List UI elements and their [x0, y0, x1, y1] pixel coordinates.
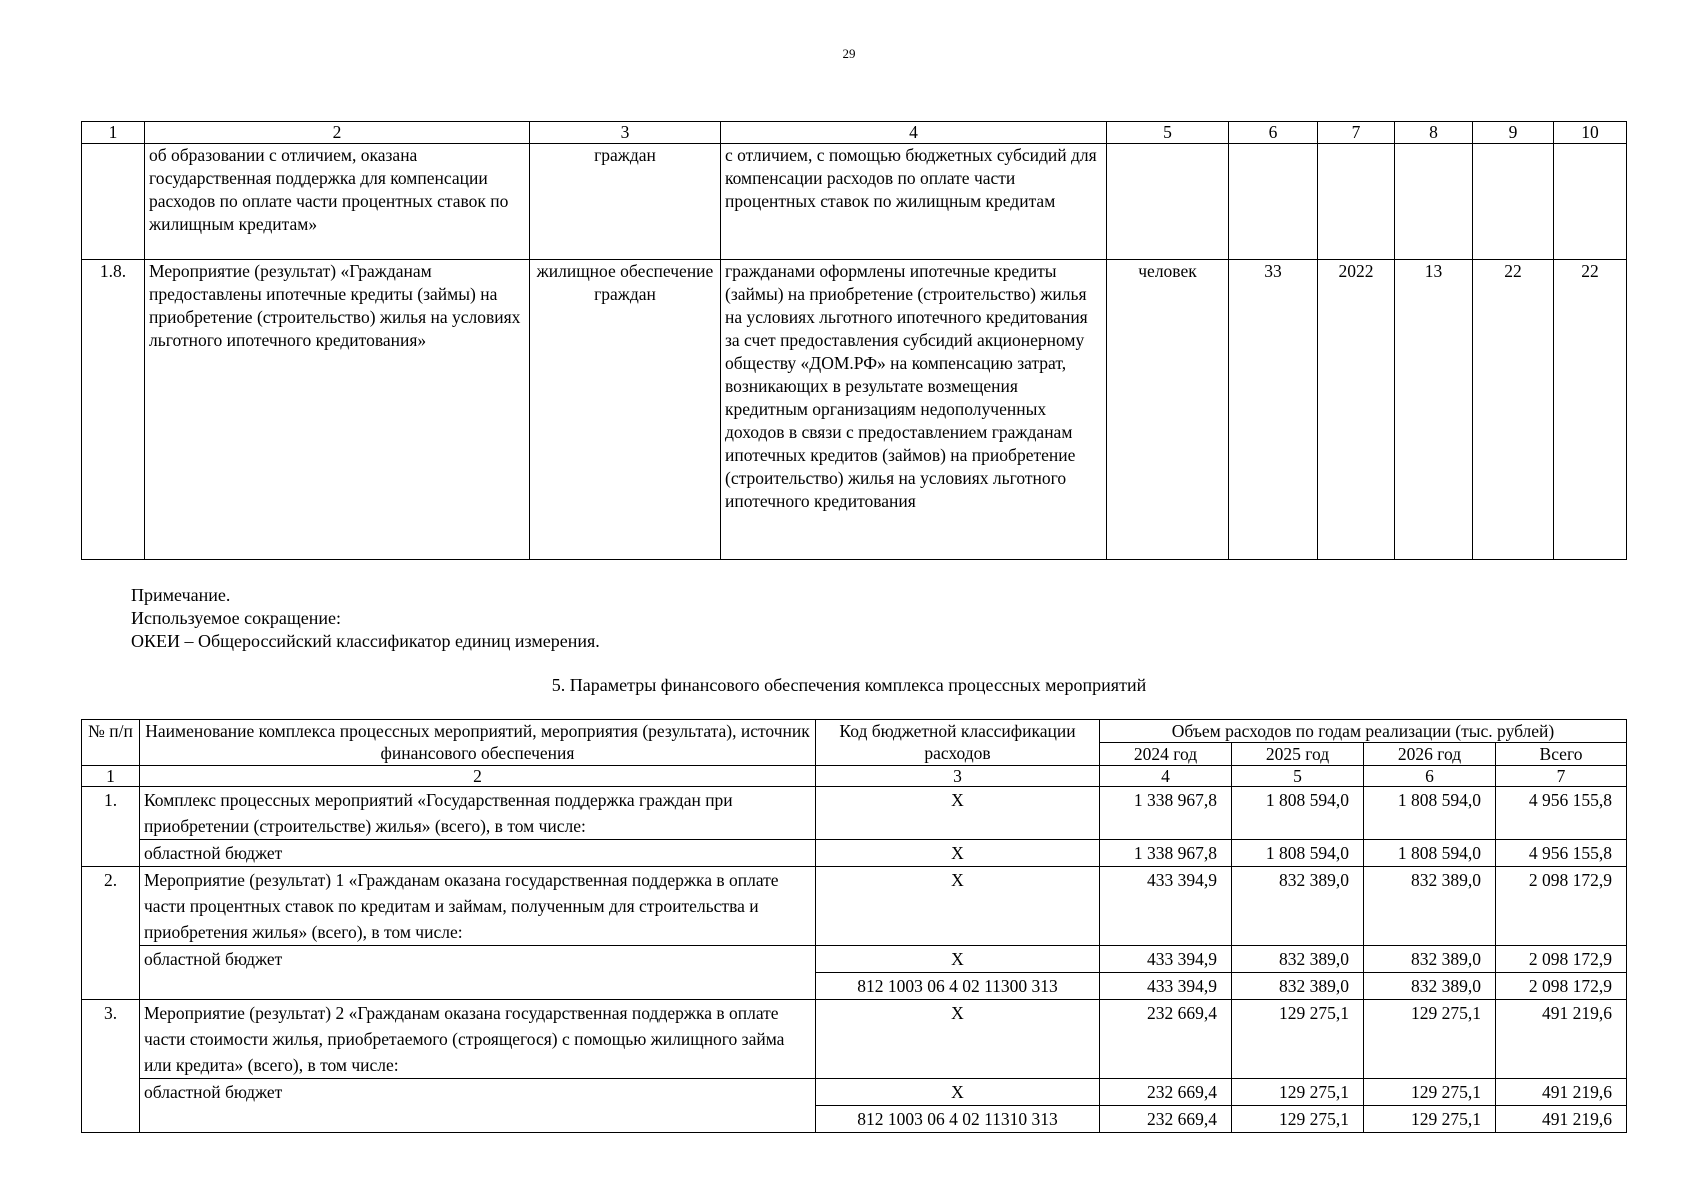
amount-2024: 232 669,4: [1100, 1000, 1232, 1079]
result-name: Мероприятие (результат) «Гражданам предоставлены ипотечные кредиты (займы) на приобретение (строительство) жилья на условиях льготного ипотечного кредитования»: [145, 260, 530, 560]
amount-2026: 832 389,0: [1364, 973, 1496, 1000]
amount-2025: 1 808 594,0: [1232, 787, 1364, 840]
note-subtitle: Используемое сокращение:: [131, 608, 341, 628]
financing-table: [81, 719, 1627, 1133]
amount-2025: 1 808 594,0: [1232, 840, 1364, 867]
indicators-table: [81, 121, 1627, 560]
header-total: Всего: [1496, 743, 1627, 766]
column-number: 7: [1318, 122, 1395, 144]
amount-total: 4 956 155,8: [1496, 840, 1627, 867]
table-row: [82, 144, 1627, 260]
budget-code: 812 1003 06 4 02 11300 313: [816, 973, 1100, 1000]
column-number: 8: [1395, 122, 1473, 144]
table-header-row: [82, 122, 1627, 144]
budget-code: Х: [816, 840, 1100, 867]
amount-total: 2 098 172,9: [1496, 973, 1627, 1000]
value-2026: [1554, 144, 1627, 260]
unit: [1107, 144, 1229, 260]
note-abbreviation: ОКЕИ – Общероссийский классификатор единиц измерения.: [131, 631, 600, 651]
table-row: [82, 1000, 1627, 1079]
amount-total: 4 956 155,8: [1496, 787, 1627, 840]
column-number: 5: [1107, 122, 1229, 144]
funding-source: областной бюджет: [140, 946, 816, 1000]
amount-2024: 433 394,9: [1100, 946, 1232, 973]
column-number: 5: [1232, 766, 1364, 787]
numbering-row: [82, 766, 1627, 787]
task-category: граждан: [530, 144, 721, 260]
row-number: 3.: [82, 1000, 140, 1133]
amount-2024: 1 338 967,8: [1100, 787, 1232, 840]
amount-2024: 1 338 967,8: [1100, 840, 1232, 867]
amount-2026: 1 808 594,0: [1364, 787, 1496, 840]
header-name: Наименование комплекса процессных мероприятий, мероприятия (результата), источник финансового обеспечения: [140, 720, 816, 766]
table-row: [82, 260, 1627, 560]
value-2025: 22: [1473, 260, 1554, 560]
table-row: [82, 787, 1627, 840]
amount-total: 491 219,6: [1496, 1000, 1627, 1079]
amount-2024: 232 669,4: [1100, 1079, 1232, 1106]
amount-2026: 1 808 594,0: [1364, 840, 1496, 867]
base-value: 33: [1229, 260, 1318, 560]
result-description: гражданами оформлены ипотечные кредиты (займы) на приобретение (строительство) жилья на условиях льготного ипотечного кредитования за счет предоставления субсидий акционерному обществу «ДОМ.РФ» на компенсацию затрат, возникающих в результате возмещения кредитным организациям недополученных доходов в связи с предоставлением гражданам ипотечных кредитов (займов) на приобретение (строительство) жилья на условиях льготного ипотечного кредитования: [721, 260, 1107, 560]
amount-2026: 832 389,0: [1364, 867, 1496, 946]
value-2025: [1473, 144, 1554, 260]
budget-code: Х: [816, 1000, 1100, 1079]
page-number: 29: [842, 46, 856, 61]
header-num: № п/п: [82, 720, 140, 766]
amount-total: 491 219,6: [1496, 1079, 1627, 1106]
column-number: 3: [530, 122, 721, 144]
column-number: 3: [816, 766, 1100, 787]
table-row: [82, 867, 1627, 946]
table-row: [82, 840, 1627, 867]
amount-total: 2 098 172,9: [1496, 946, 1627, 973]
column-number: 7: [1496, 766, 1627, 787]
amount-2025: 129 275,1: [1232, 1106, 1364, 1133]
column-number: 4: [721, 122, 1107, 144]
base-value: [1229, 144, 1318, 260]
amount-total: 2 098 172,9: [1496, 867, 1627, 946]
table-row: [82, 946, 1627, 973]
amount-2025: 129 275,1: [1232, 1079, 1364, 1106]
item-name: Мероприятие (результат) 2 «Гражданам оказана государственная поддержка в оплате части стоимости жилья, приобретаемого (строящегося) с помощью жилищного займа или кредита» (всего), в том числе:: [140, 1000, 816, 1079]
amount-2025: 832 389,0: [1232, 867, 1364, 946]
amount-2025: 832 389,0: [1232, 946, 1364, 973]
notes: [131, 584, 600, 653]
row-number: 1.: [82, 787, 140, 867]
amount-total: 491 219,6: [1496, 1106, 1627, 1133]
value-2024: [1395, 144, 1473, 260]
section-title: 5. Параметры финансового обеспечения комплекса процессных мероприятий: [551, 675, 1147, 695]
funding-source: областной бюджет: [140, 1079, 816, 1133]
amount-2026: 129 275,1: [1364, 1000, 1496, 1079]
value-2024: 13: [1395, 260, 1473, 560]
amount-2024: 433 394,9: [1100, 973, 1232, 1000]
column-number: 10: [1554, 122, 1627, 144]
header-code: Код бюджетной классификации расходов: [816, 720, 1100, 766]
budget-code: Х: [816, 946, 1100, 973]
budget-code: Х: [816, 787, 1100, 840]
row-number: [82, 144, 145, 260]
column-number: 9: [1473, 122, 1554, 144]
header-volume: Объем расходов по годам реализации (тыс. рублей): [1100, 720, 1627, 743]
funding-source: областной бюджет: [140, 840, 816, 867]
column-number: 6: [1364, 766, 1496, 787]
amount-2024: 232 669,4: [1100, 1106, 1232, 1133]
table-row: [82, 1079, 1627, 1106]
header-2025: 2025 год: [1232, 743, 1364, 766]
column-number: 1: [82, 766, 140, 787]
table-header-row: [82, 720, 1627, 743]
amount-2026: 832 389,0: [1364, 946, 1496, 973]
amount-2026: 129 275,1: [1364, 1079, 1496, 1106]
item-name: Мероприятие (результат) 1 «Гражданам оказана государственная поддержка в оплате части процентных ставок по кредитам и займам, полученным для строительства и приобретения жилья» (всего), в том числе:: [140, 867, 816, 946]
amount-2025: 832 389,0: [1232, 973, 1364, 1000]
row-number: 2.: [82, 867, 140, 1000]
amount-2025: 129 275,1: [1232, 1000, 1364, 1079]
unit: человек: [1107, 260, 1229, 560]
amount-2026: 129 275,1: [1364, 1106, 1496, 1133]
column-number: 2: [145, 122, 530, 144]
column-number: 1: [82, 122, 145, 144]
budget-code: Х: [816, 1079, 1100, 1106]
column-number: 4: [1100, 766, 1232, 787]
budget-code: Х: [816, 867, 1100, 946]
amount-2024: 433 394,9: [1100, 867, 1232, 946]
note-title: Примечание.: [131, 585, 231, 605]
result-description: с отличием, с помощью бюджетных субсидий для компенсации расходов по оплате части процентных ставок по жилищным кредитам: [721, 144, 1107, 260]
column-number: 2: [140, 766, 816, 787]
base-year: [1318, 144, 1395, 260]
column-number: 6: [1229, 122, 1318, 144]
row-number: 1.8.: [82, 260, 145, 560]
item-name: Комплекс процессных мероприятий «Государственная поддержка граждан при приобретении (строительстве) жилья» (всего), в том числе:: [140, 787, 816, 840]
base-year: 2022: [1318, 260, 1395, 560]
budget-code: 812 1003 06 4 02 11310 313: [816, 1106, 1100, 1133]
header-2026: 2026 год: [1364, 743, 1496, 766]
header-2024: 2024 год: [1100, 743, 1232, 766]
task-category: жилищное обеспечение граждан: [530, 260, 721, 560]
value-2026: 22: [1554, 260, 1627, 560]
result-name: об образовании с отличием, оказана государственная поддержка для компенсации расходов по оплате части процентных ставок по жилищным кредитам»: [145, 144, 530, 260]
